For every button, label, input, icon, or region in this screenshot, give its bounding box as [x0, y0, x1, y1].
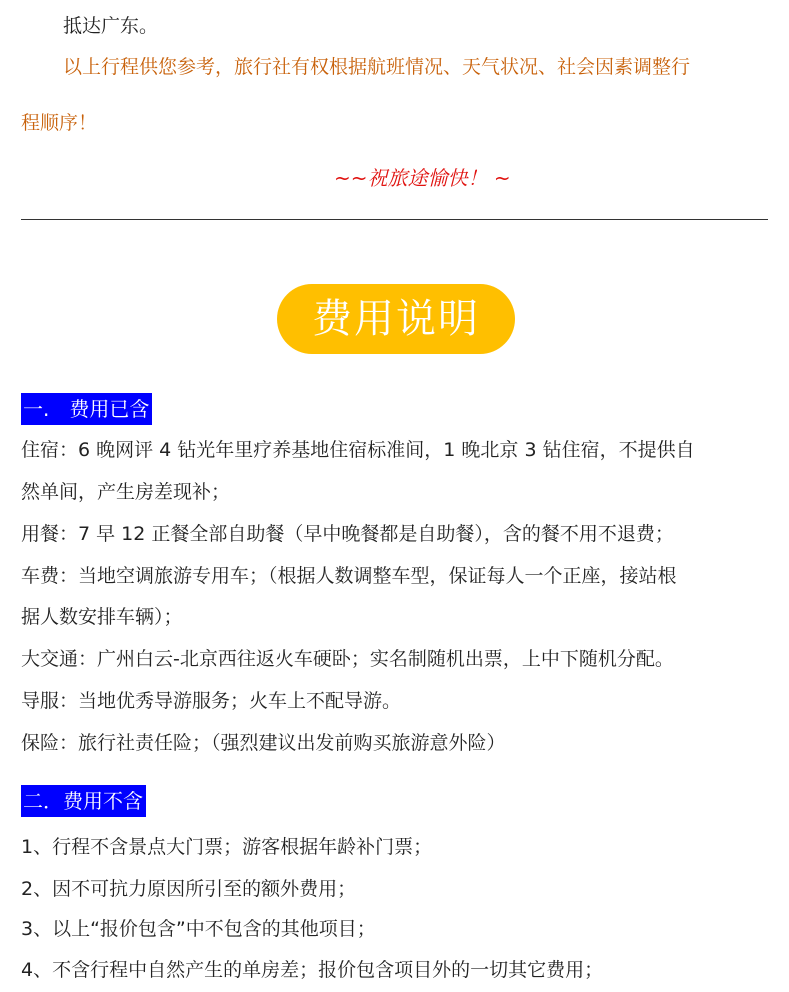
included-line: 导服：当地优秀导游服务；火车上不配导游。: [21, 690, 402, 712]
included-line: 用餐：7 早 12 正餐全部自助餐（早中晚餐都是自助餐），含的餐不用不退费；: [21, 523, 674, 545]
itinerary-notice-line-1: 以上行程供您参考，旅行社有权根据航班情况、天气状况、社会因素调整行: [63, 56, 691, 78]
excluded-line: 1、行程不含景点大门票；游客根据年龄补门票；: [21, 836, 433, 858]
included-line: 保险：旅行社责任险；（强烈建议出发前购买旅游意外险）: [21, 732, 506, 754]
included-heading: 一. 费用已含: [21, 393, 152, 425]
cost-section-title: 费用说明: [277, 284, 515, 354]
included-line: 据人数安排车辆）；: [21, 606, 183, 628]
included-line: 然单间，产生房差现补；: [21, 481, 231, 503]
included-line: 大交通：广州白云-北京西往返火车硬卧；实名制随机出票，上中下随机分配。: [21, 648, 674, 670]
itinerary-arrival-text: 抵达广东。: [63, 15, 159, 37]
section-divider: [21, 219, 768, 220]
excluded-line: 4、不含行程中自然产生的单房差；报价包含项目外的一切其它费用；: [21, 959, 604, 981]
excluded-heading: 二．费用不含: [21, 785, 146, 817]
excluded-line: 3、以上“报价包含”中不包含的其他项目；: [21, 918, 376, 940]
included-line: 车费：当地空调旅游专用车；（根据人数调整车型，保证每人一个正座，接站根: [21, 565, 677, 587]
trip-wish-text: ~~祝旅途愉快！ ~: [334, 166, 511, 190]
included-line: 住宿：6 晚网评 4 钻光年里疗养基地住宿标准间，1 晚北京 3 钻住宿，不提供自: [21, 439, 695, 461]
excluded-line: 2、因不可抗力原因所引至的额外费用；: [21, 878, 357, 900]
itinerary-notice-line-2: 程顺序！: [21, 112, 98, 134]
